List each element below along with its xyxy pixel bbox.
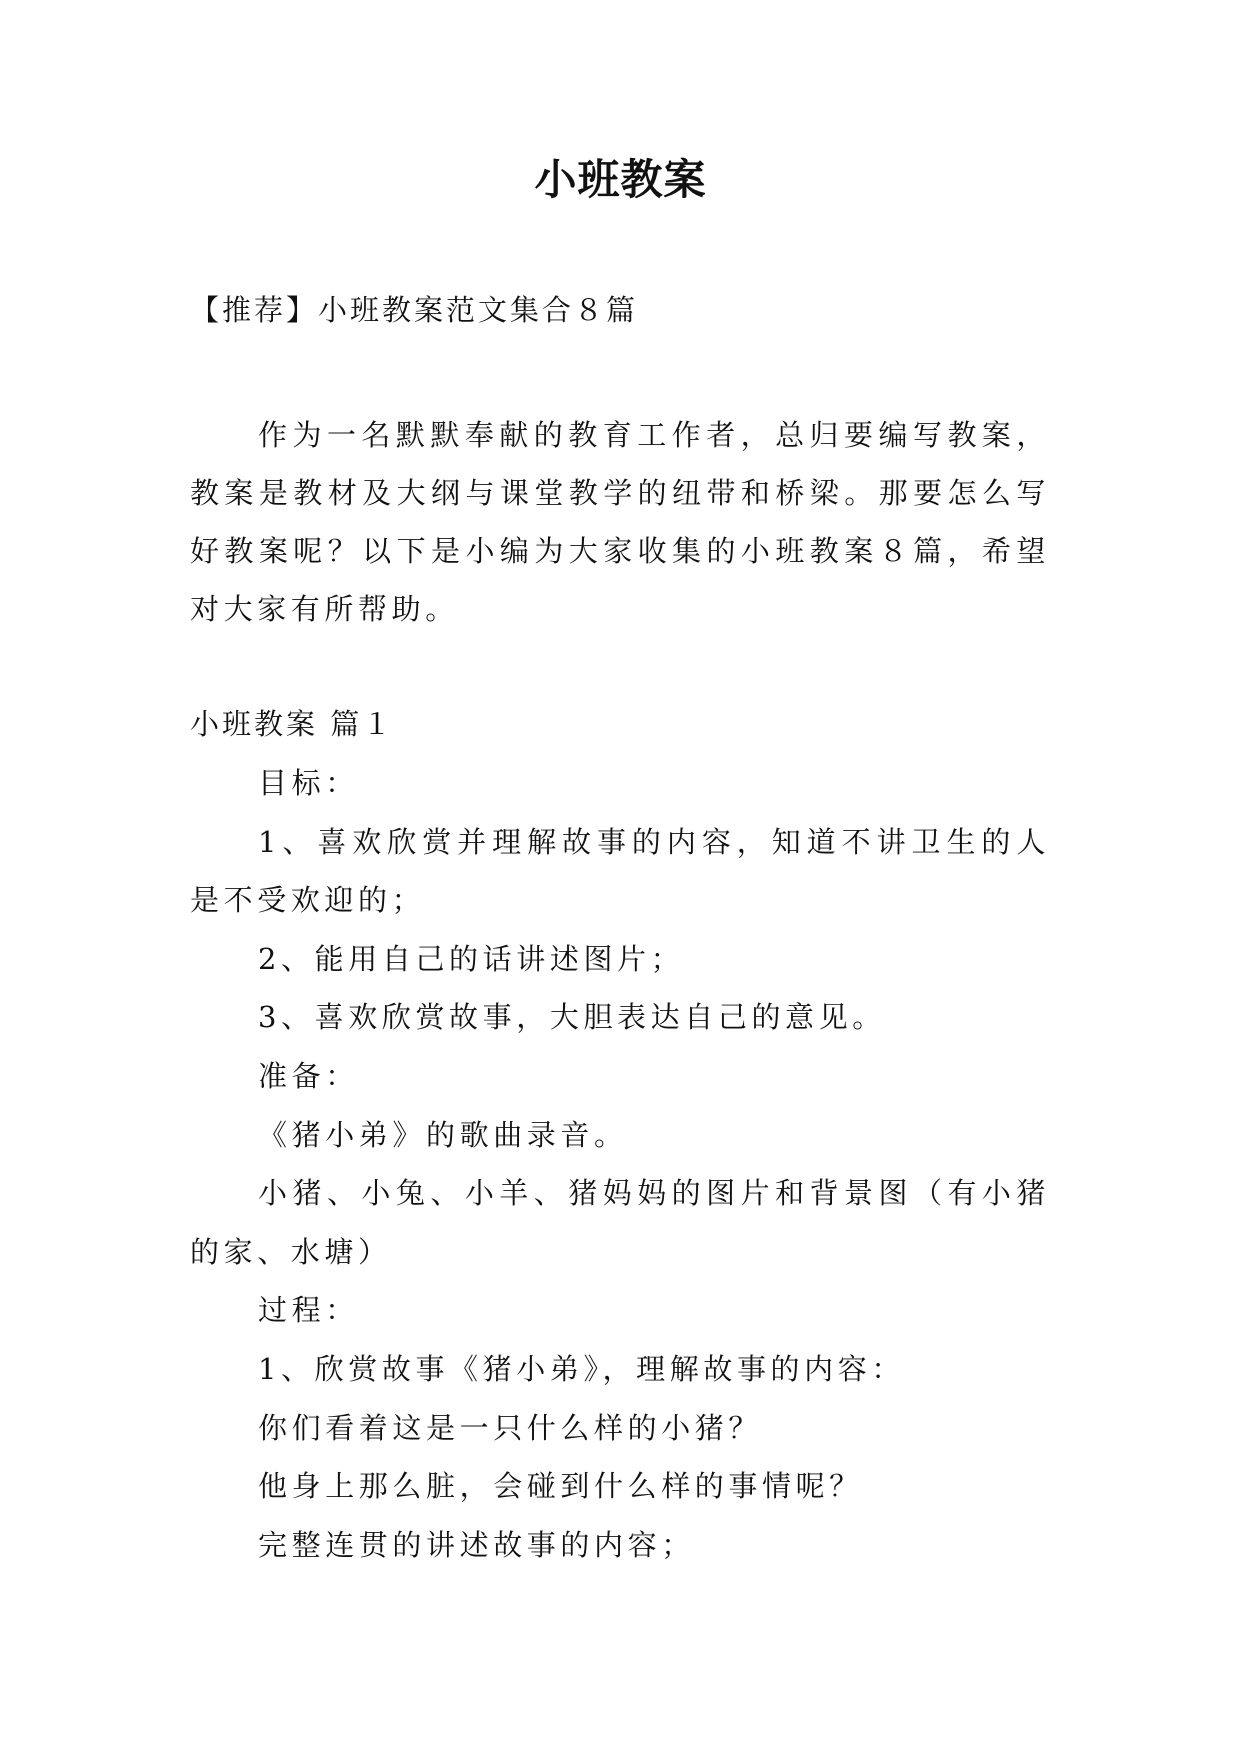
paragraph: 过程：	[258, 1293, 359, 1328]
paragraph: 《猪小弟》的歌曲录音。	[258, 1117, 628, 1152]
paragraph: 1、喜欢欣赏并理解故事的内容，知道不讲卫生的人是不受欢迎的；	[190, 824, 1050, 918]
document-subtitle: 【推荐】小班教案范文集合８篇	[190, 293, 639, 327]
page-title: 小班教案	[534, 155, 707, 204]
intro-paragraph: 作为一名默默奉献的教育工作者，总归要编写教案，教案是教材及大纲与课堂教学的纽带和桥梁。那要怎么写好教案呢？以下是小编为大家收集的小班教案８篇，希望对大家有所帮助。	[190, 418, 1050, 626]
paragraph: 完整连贯的讲述故事的内容；	[258, 1527, 695, 1562]
paragraph: 3、喜欢欣赏故事，大胆表达自己的意见。	[258, 1000, 886, 1035]
paragraph: 准备：	[258, 1058, 359, 1093]
paragraph: 你们看着这是一只什么样的小猪？	[258, 1410, 763, 1445]
paragraph: 1、欣赏故事《猪小弟》，理解故事的内容：	[258, 1351, 905, 1386]
paragraph: 小猪、小兔、小羊、猪妈妈的图片和背景图（有小猪的家、水塘）	[190, 1176, 1050, 1269]
paragraph: 目标：	[258, 766, 359, 800]
section-heading: 小班教案 篇１	[190, 707, 395, 741]
section-body	[190, 754, 1050, 1574]
paragraph: 2、能用自己的话讲述图片；	[258, 941, 685, 976]
paragraph: 他身上那么脏，会碰到什么样的事情呢？	[258, 1469, 863, 1504]
